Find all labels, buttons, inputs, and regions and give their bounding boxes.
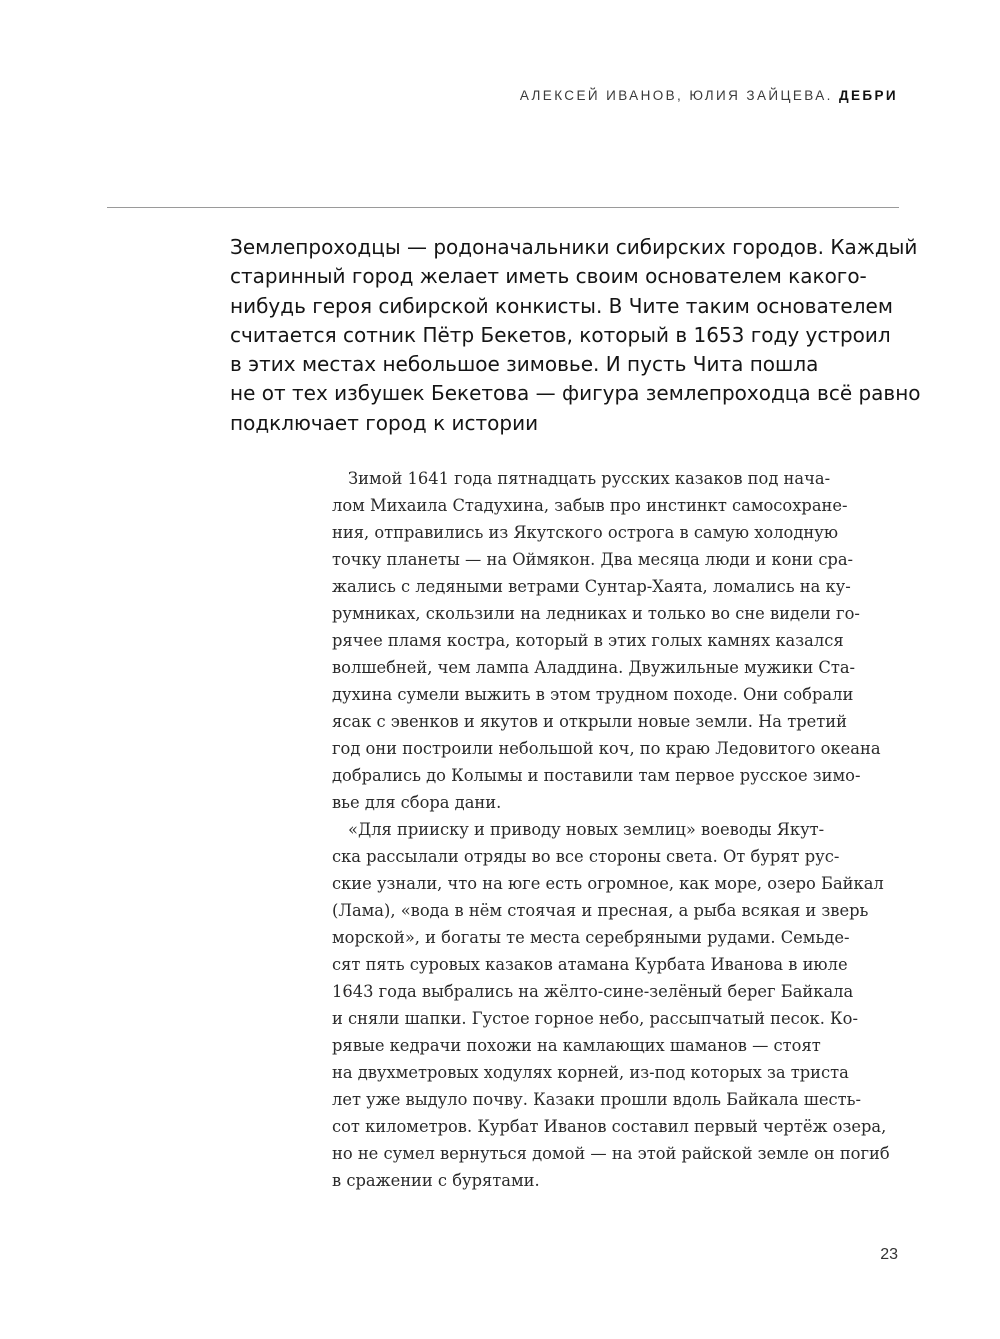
body-line: точку планеты — на Оймякон. Два месяца люди и кони сра- xyxy=(332,550,854,569)
lead-line: нибудь героя сибирской конкисты. В Чите таким основателем xyxy=(230,293,893,318)
body-line: ские узнали, что на юге есть огромное, как море, озеро Байкал xyxy=(332,874,884,893)
body-line: жались с ледяными ветрами Сунтар-Хаята, ломались на ку- xyxy=(332,577,851,596)
header-rule xyxy=(107,207,899,208)
body-line: ясак с эвенков и якутов и открыли новые земли. На третий xyxy=(332,712,847,731)
body-line: рячее пламя костра, который в этих голых камнях казался xyxy=(332,631,844,650)
body-line: Зимой 1641 года пятнадцать русских казаков под нача- xyxy=(348,469,831,488)
body-line: лом Михаила Стадухина, забыв про инстинкт самосохране- xyxy=(332,496,848,515)
page-number: 23 xyxy=(880,1246,898,1263)
lead-line: считается сотник Пётр Бекетов, который в 1653 году устроил xyxy=(230,322,891,347)
running-header xyxy=(520,88,898,103)
lead-line: старинный город желает иметь своим основателем какого- xyxy=(230,264,867,289)
body-line: румниках, скользили на ледниках и только во сне видели го- xyxy=(332,604,860,623)
header-book-title: ДЕБРИ xyxy=(838,88,898,103)
body-line: год они построили небольшой коч, по краю Ледовитого океана xyxy=(332,739,881,758)
lead-line: подключает город к истории xyxy=(230,410,539,435)
body-text xyxy=(332,465,907,1194)
body-line: волшебней, чем лампа Аладдина. Двужильные мужики Ста- xyxy=(332,658,856,677)
header-authors: АЛЕКСЕЙ ИВАНОВ, ЮЛИЯ ЗАЙЦЕВА. xyxy=(519,88,833,103)
body-line: лет уже выдуло почву. Казаки прошли вдоль Байкала шесть- xyxy=(332,1090,862,1109)
lead-paragraph xyxy=(230,233,921,438)
lead-line: Землепроходцы — родоначальники сибирских городов. Каждый xyxy=(230,235,918,259)
body-line: «Для прииску и приводу новых землиц» воеводы Якут- xyxy=(348,820,825,839)
lead-line: в этих местах небольшое зимовье. И пусть Чита пошла xyxy=(230,352,819,377)
body-line: сят пять суровых казаков атамана Курбата Иванова в июле xyxy=(332,955,848,974)
body-line: морской», и богаты те места серебряными рудами. Семьде- xyxy=(332,928,850,947)
body-line: но не сумел вернуться домой — на этой райской земле он погиб xyxy=(332,1144,890,1163)
body-line: вье для сбора дани. xyxy=(332,793,502,812)
body-line: сот километров. Курбат Иванов составил первый чертёж озера, xyxy=(332,1117,887,1136)
lead-line: не от тех избушек Бекетова — фигура землепроходца всё равно xyxy=(230,381,921,406)
body-line: ния, отправились из Якутского острога в самую холодную xyxy=(332,523,838,542)
body-line: в сражении с бурятами. xyxy=(332,1171,540,1190)
body-line: рявые кедрачи похожи на камлающих шаманов — стоят xyxy=(332,1036,821,1055)
body-line: духина сумели выжить в этом трудном походе. Они собрали xyxy=(332,685,854,704)
body-line: на двухметровых ходулях корней, из-под которых за триста xyxy=(332,1063,849,1082)
body-line: 1643 года выбрались на жёлто-сине-зелёный берег Байкала xyxy=(332,982,854,1001)
body-line: ска рассылали отряды во все стороны света. От бурят рус- xyxy=(332,847,840,866)
body-line: (Лама), «вода в нём стоячая и пресная, а рыба всякая и зверь xyxy=(332,901,869,920)
body-line: добрались до Колымы и поставили там первое русское зимо- xyxy=(332,766,861,785)
body-line: и сняли шапки. Густое горное небо, рассыпчатый песок. Ко- xyxy=(332,1009,858,1028)
